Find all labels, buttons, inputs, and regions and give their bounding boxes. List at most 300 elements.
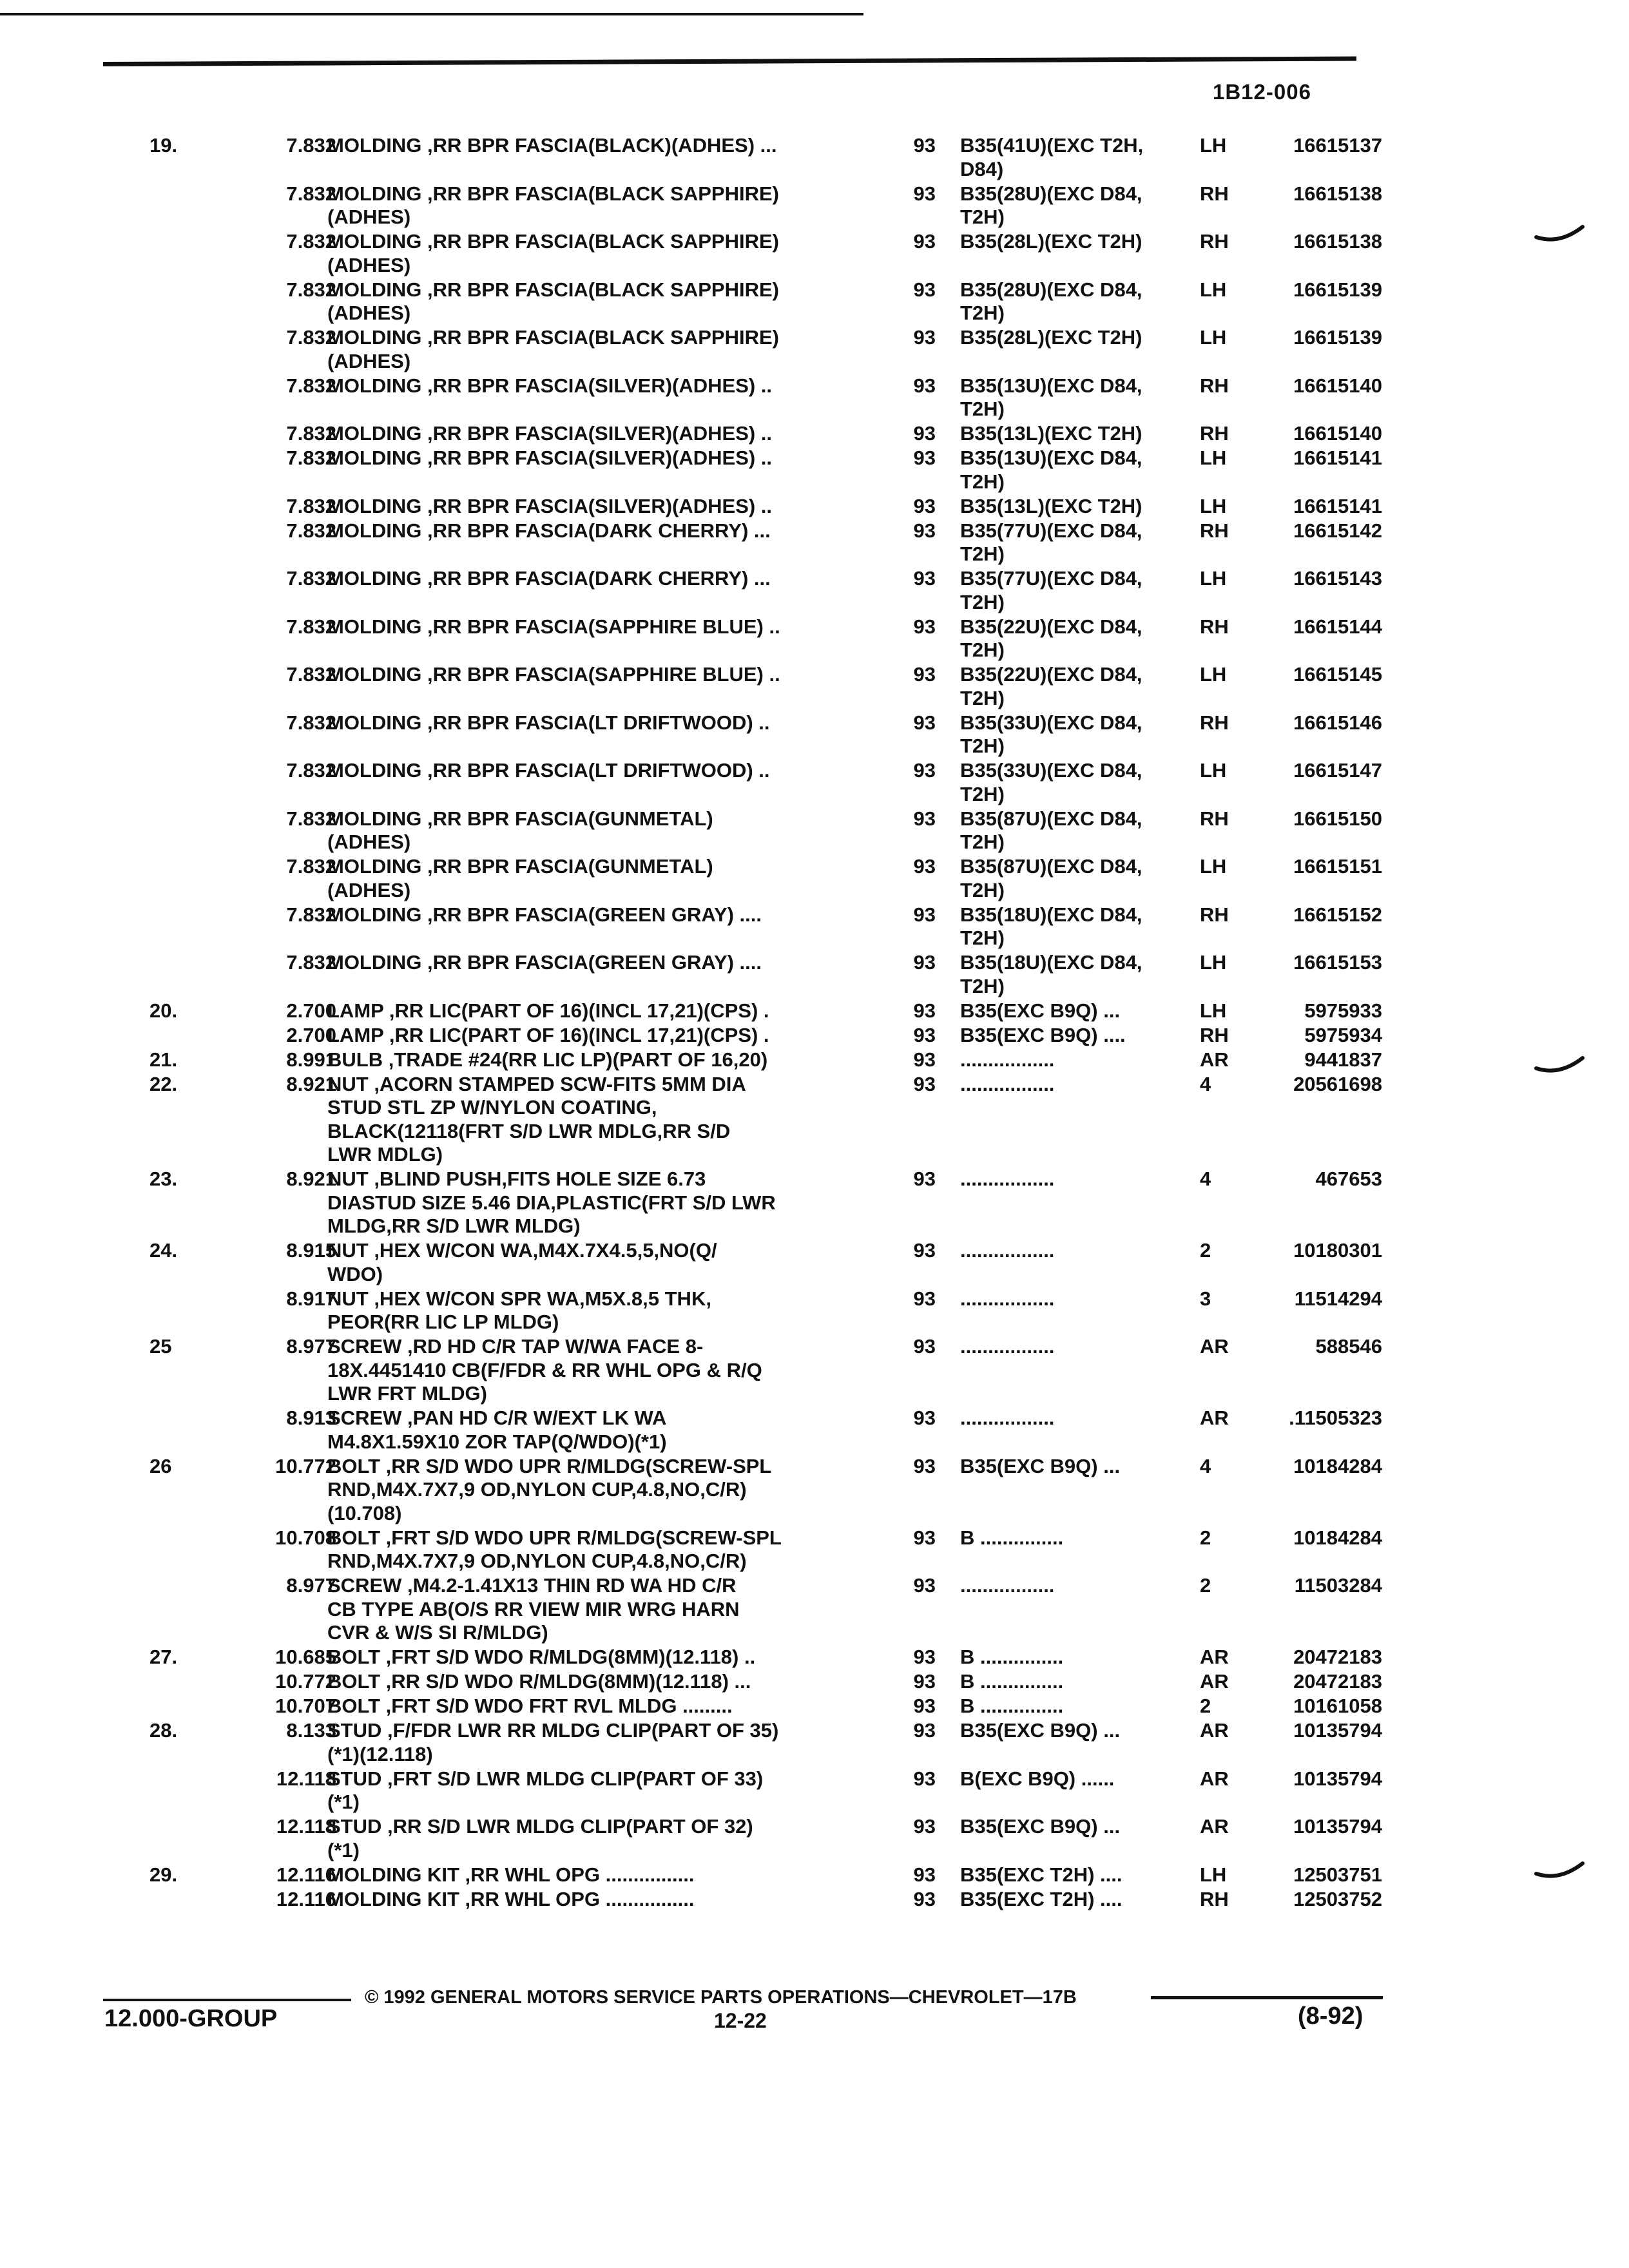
model-usage bbox=[960, 447, 1205, 494]
model-year: 93 bbox=[913, 1072, 936, 1095]
model-usage bbox=[960, 1239, 1205, 1263]
illustration-number: 7.832 bbox=[286, 447, 336, 469]
description-line: LAMP ,RR LIC(PART OF 16)(INCL 17,21)(CPS) . bbox=[327, 999, 769, 1022]
ref-number: 20. bbox=[149, 999, 178, 1022]
model-usage bbox=[960, 1719, 1205, 1743]
description bbox=[327, 1863, 907, 1887]
model-usage bbox=[960, 1048, 1205, 1072]
part-row bbox=[0, 182, 1629, 231]
side-or-quantity: LH bbox=[1200, 447, 1227, 469]
model-usage-line: B35(EXC B9Q) ... bbox=[960, 1454, 1121, 1477]
part-row bbox=[0, 1574, 1629, 1646]
model-usage-line: B ............... bbox=[960, 1526, 1064, 1549]
model-year: 93 bbox=[913, 711, 936, 734]
part-row bbox=[0, 1526, 1629, 1575]
description bbox=[327, 374, 907, 398]
illustration-number: 8.917 bbox=[286, 1287, 336, 1310]
part-row bbox=[0, 1239, 1629, 1287]
description bbox=[327, 326, 907, 373]
ref-number: 25 bbox=[149, 1335, 172, 1358]
model-year: 93 bbox=[913, 1454, 936, 1477]
illustration-number: 12.118 bbox=[276, 1815, 336, 1838]
model-year: 93 bbox=[913, 855, 936, 878]
illustration-number: 7.832 bbox=[286, 230, 336, 253]
model-usage-line: B ............... bbox=[960, 1670, 1064, 1693]
part-number: 16615138 bbox=[1293, 230, 1382, 253]
model-usage-line: T2H) bbox=[960, 831, 1005, 853]
description-line: BOLT ,FRT S/D WDO UPR R/MLDG(SCREW-SPL bbox=[327, 1526, 782, 1549]
model-usage-line: T2H) bbox=[960, 639, 1005, 661]
illustration-number: 8.915 bbox=[286, 1239, 336, 1262]
model-usage-line: T2H) bbox=[960, 974, 1005, 997]
model-usage-line: B35(EXC T2H) .... bbox=[960, 1887, 1123, 1910]
description bbox=[327, 567, 907, 591]
part-row bbox=[0, 663, 1629, 711]
model-year: 93 bbox=[913, 447, 936, 469]
description bbox=[327, 1670, 907, 1694]
side-or-quantity: AR bbox=[1200, 1646, 1229, 1668]
description bbox=[327, 1526, 907, 1573]
description-line: MOLDING ,RR BPR FASCIA(DARK CHERRY) ... bbox=[327, 519, 771, 542]
model-usage-line: T2H) bbox=[960, 782, 1005, 805]
model-usage-line: B35(41U)(EXC T2H, bbox=[960, 134, 1144, 157]
model-usage bbox=[960, 759, 1205, 806]
model-usage-line: B35(28L)(EXC T2H) bbox=[960, 326, 1142, 349]
side-or-quantity: LH bbox=[1200, 759, 1227, 782]
description-line: PEOR(RR LIC LP MLDG) bbox=[327, 1311, 559, 1333]
model-usage-line: B35(28L)(EXC T2H) bbox=[960, 230, 1142, 253]
part-number: 12503752 bbox=[1293, 1887, 1382, 1910]
model-year: 93 bbox=[913, 1287, 936, 1310]
part-row bbox=[0, 1073, 1629, 1168]
description-line: BOLT ,FRT S/D WDO FRT RVL MLDG ......... bbox=[327, 1695, 733, 1717]
description bbox=[327, 422, 907, 446]
description-line: MOLDING ,RR BPR FASCIA(GUNMETAL) bbox=[327, 807, 713, 830]
model-usage-line: T2H) bbox=[960, 398, 1005, 420]
model-year: 93 bbox=[913, 326, 936, 349]
model-usage-line: B ............... bbox=[960, 1646, 1064, 1668]
illustration-number: 12.116 bbox=[276, 1887, 336, 1910]
model-year: 93 bbox=[913, 615, 936, 638]
model-usage-line: ................. bbox=[960, 1072, 1055, 1095]
model-usage bbox=[960, 422, 1205, 446]
footer-rule-right bbox=[1151, 1996, 1383, 1999]
part-row bbox=[0, 1287, 1629, 1336]
description-line: MOLDING ,RR BPR FASCIA(SILVER)(ADHES) .. bbox=[327, 374, 773, 397]
header-rule bbox=[103, 57, 1356, 66]
part-row bbox=[0, 807, 1629, 856]
model-year: 93 bbox=[913, 1719, 936, 1742]
description-line: NUT ,BLIND PUSH,FITS HOLE SIZE 6.73 bbox=[327, 1168, 706, 1190]
model-usage bbox=[960, 615, 1205, 662]
description bbox=[327, 447, 907, 470]
illustration-number: 7.832 bbox=[286, 519, 336, 542]
part-row bbox=[0, 1407, 1629, 1455]
model-usage bbox=[960, 663, 1205, 710]
margin-check-mark bbox=[1534, 219, 1585, 251]
description-line: WDO) bbox=[327, 1262, 383, 1285]
description bbox=[327, 1335, 907, 1406]
description bbox=[327, 495, 907, 519]
description bbox=[327, 519, 907, 543]
part-row bbox=[0, 711, 1629, 760]
model-usage-line: B35(33U)(EXC D84, bbox=[960, 711, 1142, 734]
side-or-quantity: AR bbox=[1200, 1719, 1229, 1742]
description-line: SCREW ,PAN HD C/R W/EXT LK WA bbox=[327, 1407, 667, 1429]
part-row bbox=[0, 374, 1629, 423]
description-line: NUT ,ACORN STAMPED SCW-FITS 5MM DIA bbox=[327, 1072, 746, 1095]
description bbox=[327, 1646, 907, 1669]
model-usage bbox=[960, 1168, 1205, 1191]
model-usage bbox=[960, 903, 1205, 950]
model-year: 93 bbox=[913, 807, 936, 830]
side-or-quantity: 2 bbox=[1200, 1239, 1211, 1262]
model-usage-line: B35(22U)(EXC D84, bbox=[960, 615, 1142, 638]
description-line: (ADHES) bbox=[327, 302, 411, 324]
model-usage-line: ................. bbox=[960, 1048, 1055, 1071]
side-or-quantity: AR bbox=[1200, 1815, 1229, 1838]
part-row bbox=[0, 519, 1629, 568]
description-line: SCREW ,M4.2-1.41X13 THIN RD WA HD C/R bbox=[327, 1574, 737, 1597]
part-number: 16615145 bbox=[1293, 663, 1382, 686]
part-number: 16615152 bbox=[1293, 903, 1382, 926]
part-number: 12503751 bbox=[1293, 1863, 1382, 1886]
model-usage-line: B35(13U)(EXC D84, bbox=[960, 374, 1142, 397]
ref-number: 19. bbox=[149, 134, 178, 157]
model-usage-line: B35(13L)(EXC T2H) bbox=[960, 494, 1142, 517]
side-or-quantity: LH bbox=[1200, 855, 1227, 878]
description bbox=[327, 1888, 907, 1912]
model-usage-line: T2H) bbox=[960, 878, 1005, 901]
description-line: BOLT ,RR S/D WDO R/MLDG(8MM)(12.118) ... bbox=[327, 1670, 751, 1693]
side-or-quantity: RH bbox=[1200, 711, 1229, 734]
model-year: 93 bbox=[913, 1574, 936, 1597]
model-year: 93 bbox=[913, 182, 936, 205]
model-usage-line: B35(77U)(EXC D84, bbox=[960, 519, 1142, 542]
footer-rule-left bbox=[103, 1999, 351, 2001]
description-line: MOLDING ,RR BPR FASCIA(GREEN GRAY) .... bbox=[327, 903, 762, 926]
model-usage-line: T2H) bbox=[960, 470, 1005, 493]
side-or-quantity: LH bbox=[1200, 663, 1227, 686]
model-year: 93 bbox=[913, 951, 936, 974]
illustration-number: 7.832 bbox=[286, 374, 336, 397]
part-number: 16615140 bbox=[1293, 374, 1382, 397]
part-number: 16615144 bbox=[1293, 615, 1382, 638]
model-usage-line: B35(77U)(EXC D84, bbox=[960, 567, 1142, 590]
model-usage-line: B35(EXC B9Q) ... bbox=[960, 1719, 1121, 1742]
side-or-quantity: RH bbox=[1200, 1023, 1229, 1046]
side-or-quantity: LH bbox=[1200, 999, 1227, 1022]
model-year: 93 bbox=[913, 1863, 936, 1886]
part-number: .11505323 bbox=[1289, 1407, 1382, 1429]
description-line: BOLT ,FRT S/D WDO R/MLDG(8MM)(12.118) .. bbox=[327, 1646, 756, 1668]
model-year: 93 bbox=[913, 903, 936, 926]
model-usage bbox=[960, 326, 1205, 350]
part-number: 9441837 bbox=[1304, 1048, 1382, 1071]
model-usage bbox=[960, 999, 1205, 1023]
description-line: SCREW ,RD HD C/R TAP W/WA FACE 8- bbox=[327, 1335, 704, 1358]
part-row bbox=[0, 903, 1629, 952]
model-year: 93 bbox=[913, 1407, 936, 1429]
illustration-number: 7.832 bbox=[286, 182, 336, 205]
illustration-number: 7.832 bbox=[286, 951, 336, 974]
description-line: BULB ,TRADE #24(RR LIC LP)(PART OF 16,20) bbox=[327, 1048, 768, 1071]
illustration-number: 10.772 bbox=[275, 1454, 336, 1477]
description bbox=[327, 1767, 907, 1814]
model-usage bbox=[960, 1407, 1205, 1430]
model-usage bbox=[960, 1670, 1205, 1694]
description-line: CVR & W/S SI R/MLDG) bbox=[327, 1621, 548, 1644]
model-usage bbox=[960, 1815, 1205, 1839]
part-number: 20472183 bbox=[1293, 1646, 1382, 1668]
description-line: (ADHES) bbox=[327, 349, 411, 372]
side-or-quantity: RH bbox=[1200, 182, 1229, 205]
part-number: 16615142 bbox=[1293, 519, 1382, 542]
side-or-quantity: LH bbox=[1200, 278, 1227, 301]
description bbox=[327, 278, 907, 325]
side-or-quantity: LH bbox=[1200, 326, 1227, 349]
illustration-number: 7.832 bbox=[286, 855, 336, 878]
description-line: MLDG,RR S/D LWR MLDG) bbox=[327, 1215, 581, 1237]
part-row bbox=[0, 1815, 1629, 1863]
model-usage bbox=[960, 230, 1205, 254]
part-row bbox=[0, 1335, 1629, 1407]
description bbox=[327, 999, 907, 1023]
description bbox=[327, 1455, 907, 1526]
description-line: MOLDING ,RR BPR FASCIA(LT DRIFTWOOD) .. bbox=[327, 711, 770, 734]
footer-date: (8-92) bbox=[1298, 2003, 1364, 2030]
model-usage-line: T2H) bbox=[960, 927, 1005, 949]
part-number: 16615143 bbox=[1293, 567, 1382, 590]
side-or-quantity: RH bbox=[1200, 230, 1229, 253]
illustration-number: 7.832 bbox=[286, 326, 336, 349]
illustration-number: 7.832 bbox=[286, 903, 336, 926]
part-row bbox=[0, 1670, 1629, 1695]
ref-number: 22. bbox=[149, 1072, 178, 1095]
description bbox=[327, 711, 907, 735]
description bbox=[327, 134, 907, 158]
description-line: MOLDING ,RR BPR FASCIA(SILVER)(ADHES) .. bbox=[327, 422, 773, 445]
part-number: 16615138 bbox=[1293, 182, 1382, 205]
description bbox=[327, 1048, 907, 1072]
illustration-number: 7.832 bbox=[286, 615, 336, 638]
model-usage bbox=[960, 807, 1205, 854]
side-or-quantity: RH bbox=[1200, 422, 1229, 445]
description bbox=[327, 182, 907, 229]
model-year: 93 bbox=[913, 1767, 936, 1790]
model-usage bbox=[960, 278, 1205, 325]
part-number: 10161058 bbox=[1293, 1695, 1382, 1717]
description bbox=[327, 1024, 907, 1048]
part-number: 11514294 bbox=[1294, 1287, 1382, 1310]
illustration-number: 7.832 bbox=[286, 278, 336, 301]
part-row bbox=[0, 951, 1629, 999]
part-number: 16615150 bbox=[1293, 807, 1382, 830]
description-line: LWR MDLG) bbox=[327, 1143, 443, 1166]
part-row bbox=[0, 1863, 1629, 1888]
model-year: 93 bbox=[913, 1815, 936, 1838]
top-border-rule bbox=[0, 13, 863, 15]
model-usage bbox=[960, 1526, 1205, 1550]
part-row bbox=[0, 1024, 1629, 1048]
part-row bbox=[0, 999, 1629, 1024]
model-usage-line: B35(EXC B9Q) ... bbox=[960, 1815, 1121, 1838]
description bbox=[327, 1073, 907, 1167]
side-or-quantity: RH bbox=[1200, 519, 1229, 542]
model-year: 93 bbox=[913, 1670, 936, 1693]
description bbox=[327, 230, 907, 277]
description bbox=[327, 615, 907, 639]
model-usage-line: ................. bbox=[960, 1239, 1055, 1262]
model-year: 93 bbox=[913, 1023, 936, 1046]
part-number: 16615153 bbox=[1293, 951, 1382, 974]
illustration-number: 2.700 bbox=[286, 999, 336, 1022]
model-year: 93 bbox=[913, 663, 936, 686]
description bbox=[327, 951, 907, 975]
model-year: 93 bbox=[913, 999, 936, 1022]
model-year: 93 bbox=[913, 1887, 936, 1910]
side-or-quantity: LH bbox=[1200, 494, 1227, 517]
description-line: (ADHES) bbox=[327, 831, 411, 853]
part-number: 20472183 bbox=[1293, 1670, 1382, 1693]
model-usage-line: B35(28U)(EXC D84, bbox=[960, 278, 1142, 301]
model-usage-line: T2H) bbox=[960, 302, 1005, 324]
model-usage-line: B35(18U)(EXC D84, bbox=[960, 951, 1142, 974]
description-line: RND,M4X.7X7,9 OD,NYLON CUP,4.8,NO,C/R) bbox=[327, 1550, 747, 1572]
model-usage-line: T2H) bbox=[960, 735, 1005, 757]
side-or-quantity: RH bbox=[1200, 903, 1229, 926]
model-usage bbox=[960, 374, 1205, 421]
part-row bbox=[0, 1767, 1629, 1816]
ref-number: 27. bbox=[149, 1646, 178, 1668]
part-number: 10184284 bbox=[1293, 1526, 1382, 1549]
description-line: BOLT ,RR S/D WDO UPR R/MLDG(SCREW-SPL bbox=[327, 1454, 772, 1477]
part-number: 10184284 bbox=[1293, 1454, 1382, 1477]
illustration-number: 8.921 bbox=[286, 1072, 336, 1095]
model-year: 93 bbox=[913, 1646, 936, 1668]
side-or-quantity: AR bbox=[1200, 1670, 1229, 1693]
description-line: MOLDING ,RR BPR FASCIA(BLACK)(ADHES) ... bbox=[327, 134, 777, 157]
model-usage bbox=[960, 711, 1205, 758]
model-usage-line: B35(87U)(EXC D84, bbox=[960, 807, 1142, 830]
ref-number: 26 bbox=[149, 1454, 172, 1477]
part-number: 10135794 bbox=[1293, 1767, 1382, 1790]
part-row bbox=[0, 278, 1629, 327]
description bbox=[327, 903, 907, 927]
illustration-number: 7.832 bbox=[286, 759, 336, 782]
part-number: 16615141 bbox=[1293, 494, 1382, 517]
part-row bbox=[0, 326, 1629, 374]
model-usage-line: D84) bbox=[960, 157, 1004, 180]
description-line: STUD ,RR S/D LWR MLDG CLIP(PART OF 32) bbox=[327, 1815, 753, 1838]
model-usage-line: T2H) bbox=[960, 590, 1005, 613]
part-row bbox=[0, 1646, 1629, 1670]
model-usage-line: ................. bbox=[960, 1407, 1055, 1429]
side-or-quantity: AR bbox=[1200, 1048, 1229, 1071]
model-usage bbox=[960, 134, 1205, 181]
side-or-quantity: 4 bbox=[1200, 1454, 1211, 1477]
description-line: LWR FRT MLDG) bbox=[327, 1382, 487, 1405]
illustration-number: 7.832 bbox=[286, 663, 336, 686]
part-number: 16615139 bbox=[1293, 278, 1382, 301]
side-or-quantity: LH bbox=[1200, 1863, 1227, 1886]
side-or-quantity: RH bbox=[1200, 1887, 1229, 1910]
description-line: (ADHES) bbox=[327, 253, 411, 276]
model-year: 93 bbox=[913, 422, 936, 445]
part-row bbox=[0, 855, 1629, 903]
part-row bbox=[0, 134, 1629, 182]
description-line: NUT ,HEX W/CON SPR WA,M5X.8,5 THK, bbox=[327, 1287, 711, 1310]
side-or-quantity: LH bbox=[1200, 951, 1227, 974]
description-line: MOLDING ,RR BPR FASCIA(BLACK SAPPHIRE) bbox=[327, 230, 779, 253]
model-usage bbox=[960, 1073, 1205, 1097]
description bbox=[327, 1239, 907, 1286]
footer-page-number: 12-22 bbox=[714, 2009, 767, 2032]
model-usage bbox=[960, 951, 1205, 998]
side-or-quantity: AR bbox=[1200, 1407, 1229, 1429]
description-line: (*1) bbox=[327, 1791, 360, 1813]
description bbox=[327, 1695, 907, 1718]
model-year: 93 bbox=[913, 1335, 936, 1358]
part-row bbox=[0, 230, 1629, 278]
illustration-number: 2.700 bbox=[286, 1023, 336, 1046]
description-line: NUT ,HEX W/CON WA,M4X.7X4.5,5,NO(Q/ bbox=[327, 1239, 717, 1262]
model-usage-line: B35(33U)(EXC D84, bbox=[960, 759, 1142, 782]
model-year: 93 bbox=[913, 230, 936, 253]
model-usage-line: T2H) bbox=[960, 543, 1005, 565]
model-usage-line: T2H) bbox=[960, 206, 1005, 228]
model-usage bbox=[960, 1646, 1205, 1669]
model-usage-line: B35(EXC B9Q) .... bbox=[960, 1023, 1126, 1046]
description-line: STUD ,F/FDR LWR RR MLDG CLIP(PART OF 35) bbox=[327, 1719, 779, 1742]
description-line: STUD STL ZP W/NYLON COATING, bbox=[327, 1096, 657, 1119]
ref-number: 23. bbox=[149, 1168, 178, 1190]
part-row bbox=[0, 447, 1629, 495]
part-number: 16615137 bbox=[1293, 134, 1382, 157]
side-or-quantity: RH bbox=[1200, 807, 1229, 830]
model-usage bbox=[960, 1888, 1205, 1912]
illustration-number: 7.832 bbox=[286, 567, 336, 590]
description bbox=[327, 807, 907, 854]
part-row bbox=[0, 759, 1629, 807]
description-line: (*1) bbox=[327, 1838, 360, 1861]
description-line: MOLDING ,RR BPR FASCIA(BLACK SAPPHIRE) bbox=[327, 278, 779, 301]
description-line: MOLDING ,RR BPR FASCIA(GUNMETAL) bbox=[327, 855, 713, 878]
part-row bbox=[0, 1719, 1629, 1767]
description-line: MOLDING ,RR BPR FASCIA(BLACK SAPPHIRE) bbox=[327, 182, 779, 205]
part-number: 10180301 bbox=[1293, 1239, 1382, 1262]
description-line: M4.8X1.59X10 ZOR TAP(Q/WDO)(*1) bbox=[327, 1430, 667, 1453]
side-or-quantity: AR bbox=[1200, 1335, 1229, 1358]
model-usage-line: B35(EXC B9Q) ... bbox=[960, 999, 1121, 1022]
model-usage-line: B35(13L)(EXC T2H) bbox=[960, 422, 1142, 445]
part-number: 5975933 bbox=[1304, 999, 1382, 1022]
description-line: (ADHES) bbox=[327, 878, 411, 901]
ref-number: 29. bbox=[149, 1863, 178, 1886]
illustration-number: 8.921 bbox=[286, 1168, 336, 1190]
footer-copyright: © 1992 GENERAL MOTORS SERVICE PARTS OPERATIONS—CHEVROLET—17B bbox=[365, 1987, 1077, 2008]
part-number: 16615146 bbox=[1293, 711, 1382, 734]
ref-number: 28. bbox=[149, 1719, 178, 1742]
model-usage bbox=[960, 519, 1205, 566]
illustration-number: 10.708 bbox=[275, 1526, 336, 1549]
model-usage-line: B35(EXC T2H) .... bbox=[960, 1863, 1123, 1886]
model-usage-line: B ............... bbox=[960, 1695, 1064, 1717]
illustration-number: 8.977 bbox=[286, 1574, 336, 1597]
side-or-quantity: LH bbox=[1200, 134, 1227, 157]
model-year: 93 bbox=[913, 1526, 936, 1549]
model-usage-line: B35(18U)(EXC D84, bbox=[960, 903, 1142, 926]
